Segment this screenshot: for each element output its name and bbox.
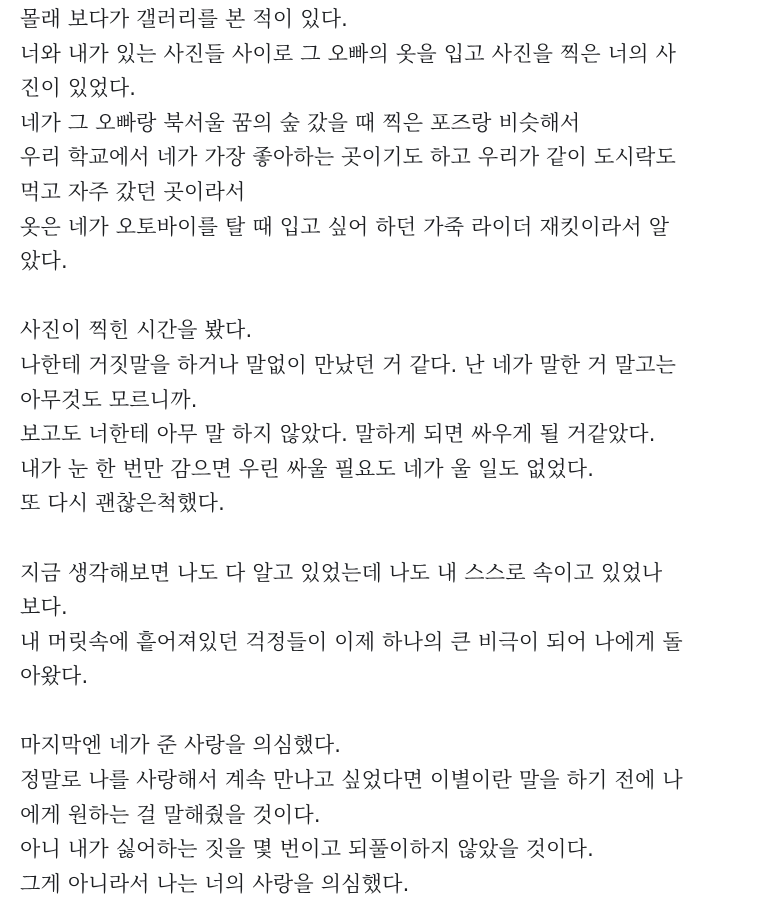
text-line: 마지막엔 네가 준 사랑을 의심했다. [20, 733, 342, 758]
paragraph-gap [20, 279, 750, 314]
text-line: 몰래 보다가 갤러리를 본 적이 있다. [20, 7, 349, 31]
text-line: 네가 그 오빠랑 북서울 꿈의 숲 갔을 때 찍은 포즈랑 비슷해서 [20, 110, 581, 135]
text-line: 았다. [20, 249, 68, 274]
text-line: 옷은 네가 오토바이를 탈 때 입고 싶어 하던 가죽 라이더 재킷이라서 알 [20, 214, 670, 239]
text-line: 그게 아니라서 나는 너의 사랑을 의심했다. [20, 871, 410, 896]
paragraph-gap [20, 521, 750, 556]
text-line: 내 머릿속에 흩어져있던 걱정들이 이제 하나의 큰 비극이 되어 나에게 돌 [20, 629, 683, 654]
text-line: 아무것도 모르니까. [20, 387, 198, 412]
text-line: 보고도 너한테 아무 말 하지 않았다. 말하게 되면 싸우게 될 거같았다. [20, 422, 656, 447]
text-line: 정말로 나를 사랑해서 계속 만나고 싶었다면 이별이란 말을 하기 전에 나 [20, 768, 683, 793]
text-line: 우리 학교에서 네가 가장 좋아하는 곳이기도 하고 우리가 같이 도시락도 [20, 145, 676, 170]
text-line: 아왔다. [20, 664, 89, 689]
text-line: 진이 있었다. [20, 76, 137, 101]
text-line: 또 다시 괜찮은척했다. [20, 491, 225, 516]
paragraph-gap [20, 694, 750, 729]
text-line: 지금 생각해보면 나도 다 알고 있었는데 나도 내 스스로 속이고 있었나 [20, 560, 663, 585]
text-line: 아니 내가 싫어하는 짓을 몇 번이고 되풀이하지 않았을 것이다. [20, 837, 595, 862]
text-line: 내가 눈 한 번만 감으면 우린 싸울 필요도 네가 울 일도 없었다. [20, 456, 595, 481]
text-line: 나한테 거짓말을 하거나 말없이 만났던 거 같다. 난 네가 말한 거 말고는 [20, 352, 677, 377]
text-line: 에게 원하는 걸 말해줬을 것이다. [20, 802, 321, 827]
text-line: 너와 내가 있는 사진들 사이로 그 오빠의 옷을 입고 사진을 찍은 너의 사 [20, 41, 677, 66]
text-line: 먹고 자주 갔던 곳이라서 [20, 179, 246, 204]
text-line: 보다. [20, 595, 68, 620]
text-line: 사진이 찍힌 시간을 봤다. [20, 318, 253, 343]
